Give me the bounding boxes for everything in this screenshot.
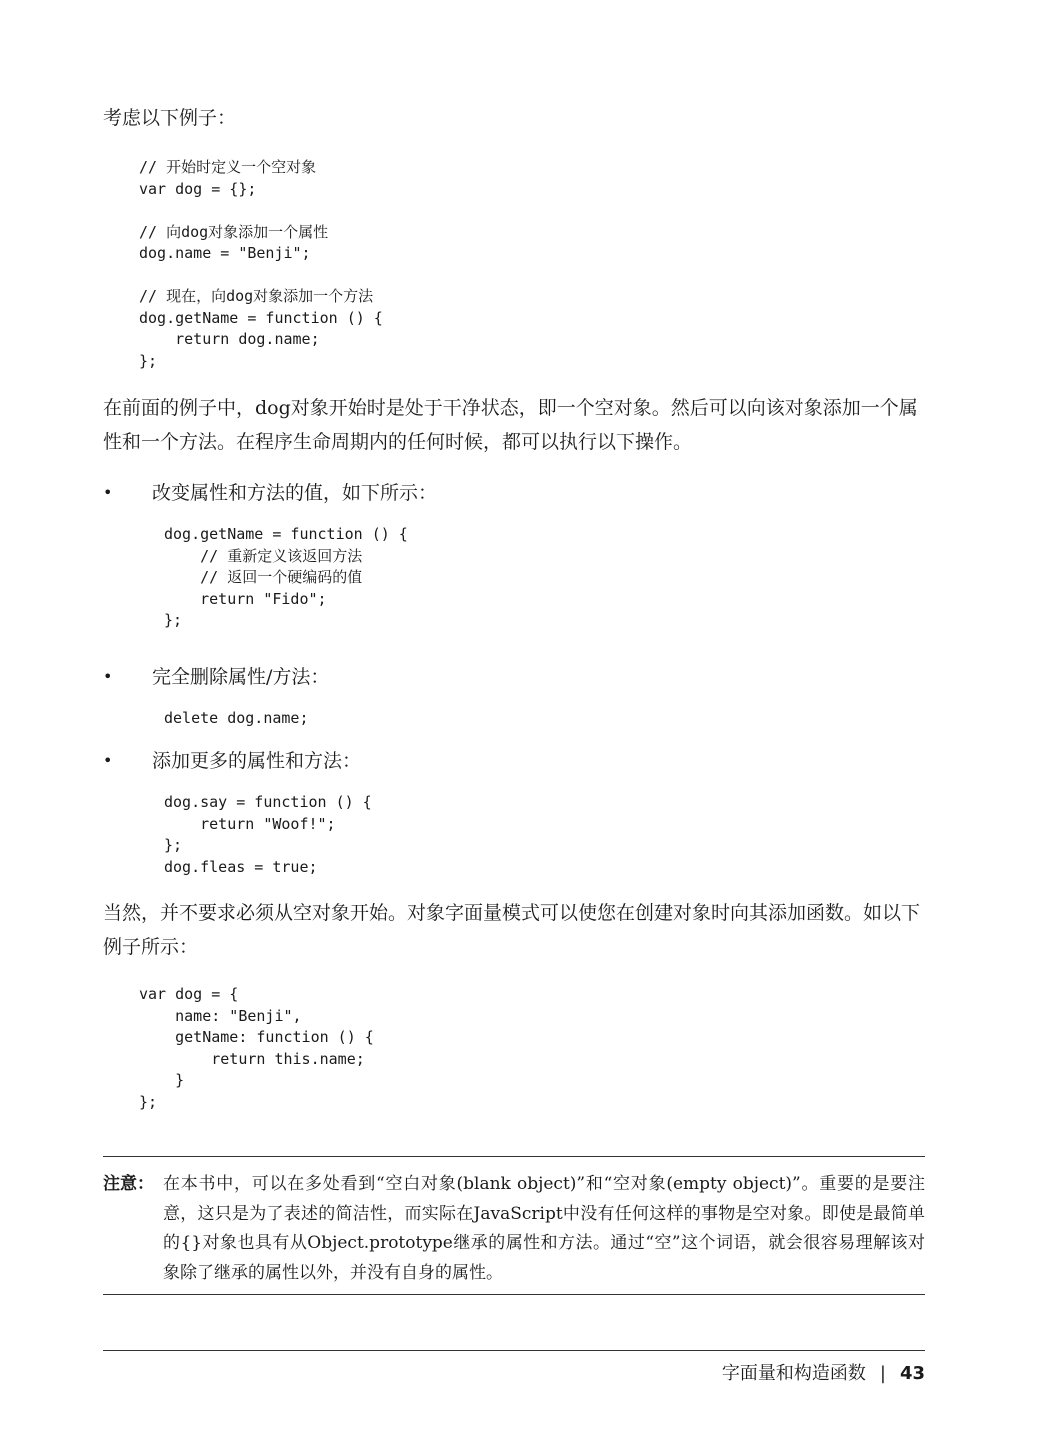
page-number: 43 <box>899 1363 925 1384</box>
bullet-dot: • <box>103 483 113 502</box>
code-block-object-literal: var dog = { name: "Benji", getName: function () { return this.name; } }; <box>139 985 374 1111</box>
code-block-empty-object: // 开始时定义一个空对象 var dog = {}; // 向dog对象添加一个属性 dog.name = "Benji"; // 现在，向dog对象添加一个方法 dog.getName = function () { return dog.name; }; <box>139 158 383 370</box>
bullet-text: 完全删除属性/方法： <box>152 666 330 688</box>
footer-separator: | <box>879 1363 886 1384</box>
code-block-delete-property: delete dog.name; <box>164 709 309 727</box>
bullet-text: 改变属性和方法的值，如下所示： <box>152 482 438 504</box>
footer-rule <box>103 1350 925 1351</box>
page-footer <box>722 1360 925 1388</box>
note-label: 注意： <box>103 1174 154 1194</box>
bullet-text: 添加更多的属性和方法： <box>152 750 362 772</box>
bullet-dot: • <box>103 751 113 770</box>
bullet-dot: • <box>103 667 113 686</box>
code-block-redefine-method: dog.getName = function () { // 重新定义该返回方法 // 返回一个硬编码的值 return "Fido"; }; <box>164 525 408 629</box>
paragraph-literal-pattern: 当然，并不要求必须从空对象开始。对象字面量模式可以使您在创建对象时向其添加函数。如以下例子所示： <box>103 902 921 958</box>
chapter-title: 字面量和构造函数 <box>721 1363 866 1384</box>
note-top-rule <box>103 1156 925 1157</box>
code-block-add-members: dog.say = function () { return "Woof!"; }; dog.fleas = true; <box>164 793 372 876</box>
paragraph-explanation: 在前面的例子中，dog对象开始时是处于干净状态，即一个空对象。然后可以向该对象添加一个属性和一个方法。在程序生命周期内的任何时候，都可以执行以下操作。 <box>103 397 918 453</box>
intro-text: 考虑以下例子： <box>103 107 237 129</box>
note-bottom-rule <box>103 1294 925 1295</box>
note-text: 在本书中，可以在多处看到“空白对象(blank object)”和“空对象(empty object)”。重要的是要注意，这只是为了表述的简洁性，而实际在JavaScript中没有任何这样的事物是空对象。即使是最简单的{}对象也具有从Object.prototype继承的属性和方法。通过“空”这个词语，就会很容易理解该对象除了继承的属性以外，并没有自身的属性。 <box>163 1174 925 1283</box>
